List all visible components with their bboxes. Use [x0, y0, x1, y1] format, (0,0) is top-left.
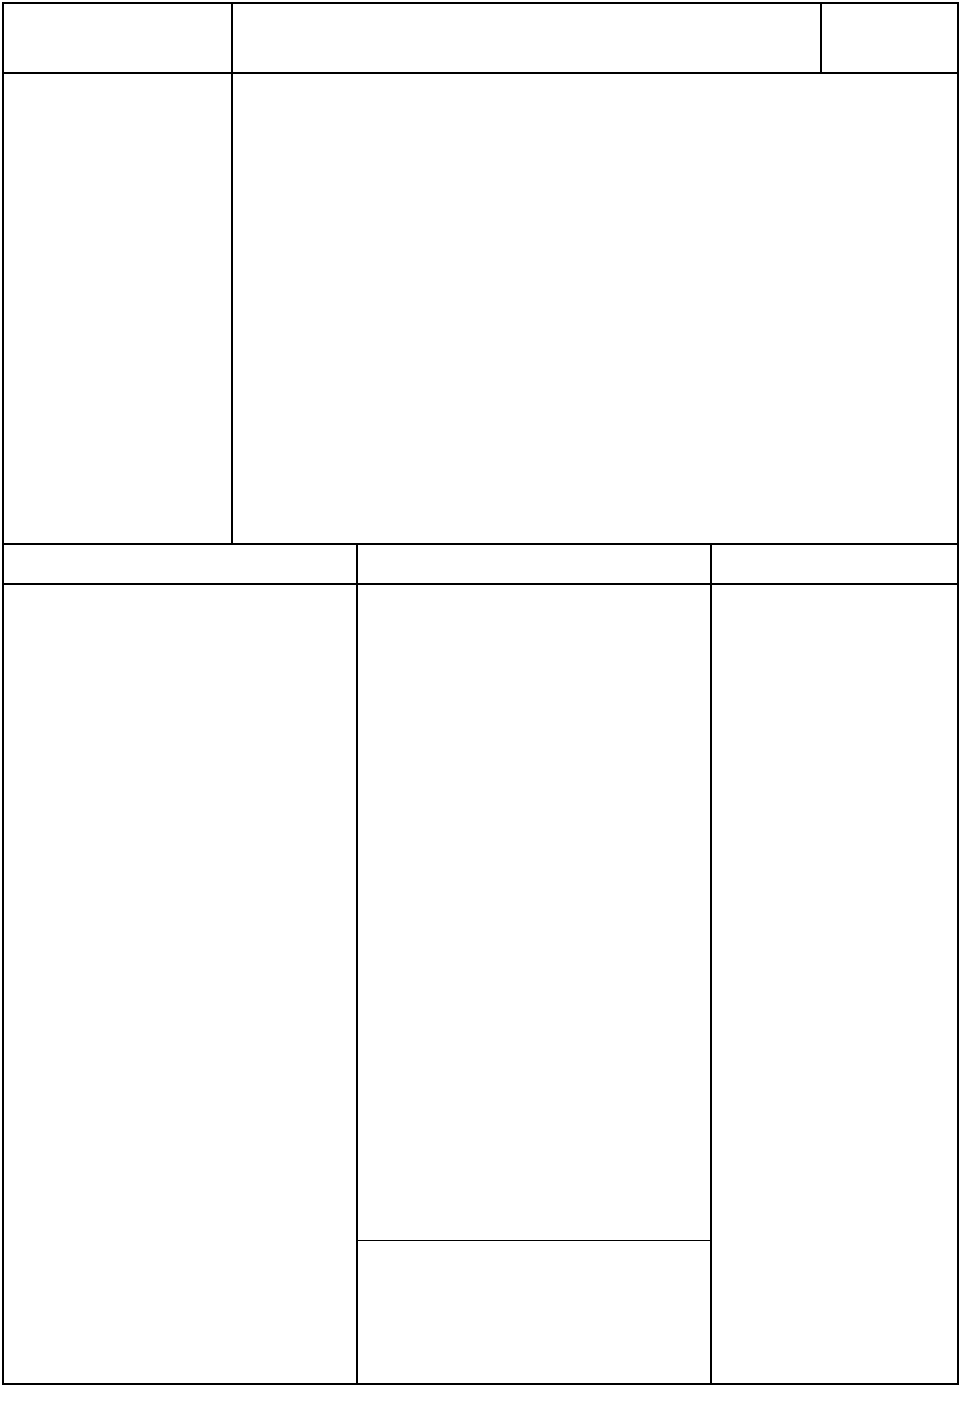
border-left	[2, 2, 4, 1385]
border-col1	[231, 2, 233, 545]
border-colheader-bottom	[2, 583, 959, 585]
border-col-knowledge	[356, 543, 358, 1385]
border-right	[957, 2, 959, 1385]
border-header-bottom	[2, 72, 959, 74]
border-goals-bottom	[2, 543, 959, 545]
border-hours	[820, 2, 822, 74]
border-top	[2, 2, 959, 4]
border-bottom	[2, 1383, 959, 1385]
border-col-connections	[710, 543, 712, 1385]
border-requirements-divider	[356, 1240, 711, 1241]
